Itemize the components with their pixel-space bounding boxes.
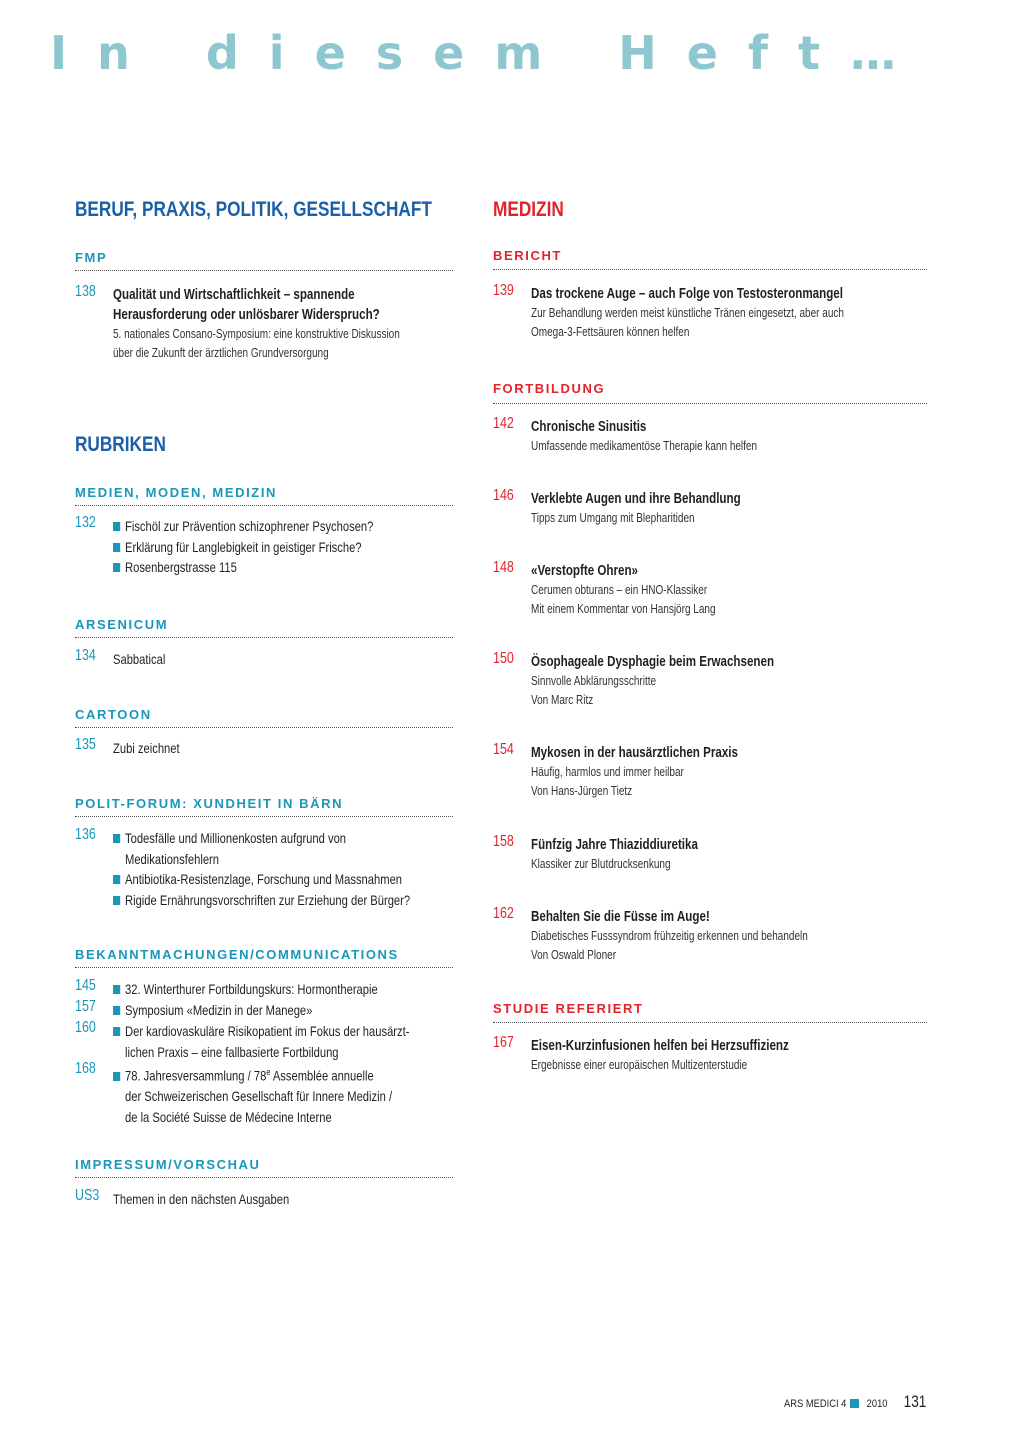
heading-fmp: FMP (75, 250, 108, 265)
divider (493, 269, 927, 270)
divider (75, 816, 453, 817)
separator-square-icon (850, 1399, 859, 1408)
entry-title: Chronische Sinusitis (531, 419, 647, 435)
page-number: 135 (75, 736, 96, 753)
entry-subtitle-line: Von Hans-Jürgen Tietz (531, 784, 633, 798)
page-number: 142 (493, 415, 514, 432)
page-number: 146 (493, 487, 514, 504)
heading-medien: MEDIEN, MODEN, MEDIZIN (75, 485, 278, 500)
entry-title: «Verstopfte Ohren» (531, 563, 639, 579)
bullet-square-icon (113, 563, 120, 572)
page-number: US3 (75, 1187, 100, 1204)
divider (75, 727, 453, 728)
page-number: 167 (493, 1034, 514, 1051)
divider (493, 403, 927, 404)
page-number-footer: 131 (903, 1392, 926, 1411)
heading-cartoon: CARTOON (75, 707, 152, 722)
entry-subtitle-line: Cerumen obturans – ein HNO-Klassiker (531, 583, 708, 597)
heading-fortbildung: FORTBILDUNG (493, 381, 606, 396)
page-number: 139 (493, 282, 514, 299)
page-number: 154 (493, 741, 514, 758)
divider (75, 967, 453, 968)
bullet-item: Todesfälle und Millionenkosten aufgrund von (113, 828, 410, 849)
entry-title: Behalten Sie die Füsse im Auge! (531, 909, 710, 925)
bullet-item: Antibiotika-Resistenzlage, Forschung und Massnahmen (113, 869, 410, 890)
entry-title-line: Qualität und Wirtschaftlichkeit – spannende (113, 287, 355, 303)
entry-subtitle-line: Tipps zum Umgang mit Blepharitiden (531, 511, 695, 525)
heading-polit-forum: POLIT-FORUM: XUNDHEIT IN BÄRN (75, 796, 344, 811)
bullet-item: 32. Winterthurer Fortbildungskurs: Hormontherapie (113, 979, 378, 1000)
entry-title: Fünfzig Jahre Thiaziddiuretika (531, 837, 698, 853)
entry-text: Sabbatical (113, 651, 166, 667)
page-number: 160 (75, 1019, 96, 1036)
entry-text: Zubi zeichnet (113, 740, 180, 756)
bullet-square-icon (113, 1027, 120, 1036)
page-number: 150 (493, 650, 514, 667)
page-title: In diesem Heft… (50, 26, 926, 80)
bullet-square-icon (113, 985, 120, 994)
heading-impressum: IMPRESSUM/VORSCHAU (75, 1157, 261, 1172)
bullet-square-icon (113, 522, 120, 531)
page-number: 162 (493, 905, 514, 922)
divider (75, 637, 453, 638)
journal-name: ARS MEDICI 4 (783, 1398, 847, 1410)
heading-bericht: BERICHT (493, 248, 562, 263)
entry-title-line: Herausforderung oder unlösbarer Widerspruch? (113, 307, 380, 323)
heading-arsenicum: ARSENICUM (75, 617, 169, 632)
page-number: 132 (75, 514, 96, 531)
divider (75, 505, 453, 506)
bullet-item-continuation: der Schweizerischen Gesellschaft für Innere Medizin / (125, 1088, 393, 1105)
bullet-item-continuation: de la Société Suisse de Médecine Interne (125, 1108, 332, 1125)
page-number: 134 (75, 647, 96, 664)
bullet-item: Rosenbergstrasse 115 (113, 557, 373, 578)
bullet-item-continuation: Medikationsfehlern (125, 850, 220, 867)
entry-subtitle-line: Zur Behandlung werden meist künstliche Tränen eingesetzt, aber auch (531, 306, 844, 320)
bullet-item: 78. Jahresversammlung / 78e Assemblée annuelle (113, 1062, 392, 1086)
entry-subtitle-line: Diabetisches Fusssyndrom frühzeitig erkennen und behandeln (531, 929, 808, 943)
page-number: 157 (75, 998, 96, 1015)
bullet-square-icon (113, 896, 120, 905)
page-number: 158 (493, 833, 514, 850)
bullet-item-continuation: lichen Praxis – eine fallbasierte Fortbildung (125, 1043, 339, 1060)
entry-title: Das trockene Auge – auch Folge von Testosteronmangel (531, 286, 843, 302)
entry-subtitle-line: Umfassende medikamentöse Therapie kann helfen (531, 439, 758, 453)
entry-subtitle-line: Mit einem Kommentar von Hansjörg Lang (531, 602, 716, 616)
journal-year: 2010 (866, 1398, 888, 1410)
entry-subtitle-line: 5. nationales Consano-Symposium: eine konstruktive Diskussion (113, 327, 400, 341)
entry-title: Verklebte Augen und ihre Behandlung (531, 491, 741, 507)
entry-subtitle-line: Ergebnisse einer europäischen Multizenterstudie (531, 1058, 748, 1072)
entry-subtitle-line: Von Marc Ritz (531, 693, 594, 707)
bullet-item: Erklärung für Langlebigkeit in geistiger Frische? (113, 537, 373, 558)
bullet-item: Fischöl zur Prävention schizophrener Psychosen? (113, 516, 373, 537)
page-number: 145 (75, 977, 96, 994)
section-title-beruf: BERUF, PRAXIS, POLITIK, GESELLSCHAFT (75, 198, 432, 221)
entry-title: Mykosen in der hausärztlichen Praxis (531, 745, 738, 761)
divider (75, 1177, 453, 1178)
bullet-square-icon (113, 543, 120, 552)
heading-bekanntmachungen: BEKANNTMACHUNGEN/COMMUNICATIONS (75, 947, 399, 962)
entry-title: Eisen-Kurzinfusionen helfen bei Herzsuffizienz (531, 1038, 789, 1054)
page-number: 168 (75, 1060, 96, 1077)
page-number: 136 (75, 826, 96, 843)
entry-title: Ösophageale Dysphagie beim Erwachsenen (531, 654, 775, 670)
page-number: 148 (493, 559, 514, 576)
divider (75, 270, 453, 271)
bullet-item: Rigide Ernährungsvorschriften zur Erziehung der Bürger? (113, 890, 410, 911)
page-footer (773, 1392, 926, 1412)
page-number: 138 (75, 283, 96, 300)
bullet-square-icon (113, 834, 120, 843)
bullet-item: Der kardiovaskuläre Risikopatient im Fokus der hausärzt- (113, 1021, 409, 1042)
entry-subtitle-line: Omega-3-Fettsäuren können helfen (531, 325, 690, 339)
entry-subtitle-line: über die Zukunft der ärztlichen Grundversorgung (113, 346, 329, 360)
heading-studie-referiert: STUDIE REFERIERT (493, 1001, 644, 1016)
entry-subtitle-line: Sinnvolle Abklärungsschritte (531, 674, 657, 688)
bullet-square-icon (113, 875, 120, 884)
entry-text: Themen in den nächsten Ausgaben (113, 1191, 290, 1207)
entry-subtitle-line: Klassiker zur Blutdrucksenkung (531, 857, 671, 871)
entry-subtitle-line: Von Oswald Ploner (531, 948, 617, 962)
entry-subtitle-line: Häufig, harmlos und immer heilbar (531, 765, 684, 779)
section-title-medizin: MEDIZIN (493, 198, 564, 221)
bullet-square-icon (113, 1006, 120, 1015)
divider (493, 1022, 927, 1023)
section-title-rubriken: RUBRIKEN (75, 433, 166, 456)
bullet-square-icon (113, 1072, 120, 1081)
bullet-item: Symposium «Medizin in der Manege» (113, 1000, 312, 1021)
